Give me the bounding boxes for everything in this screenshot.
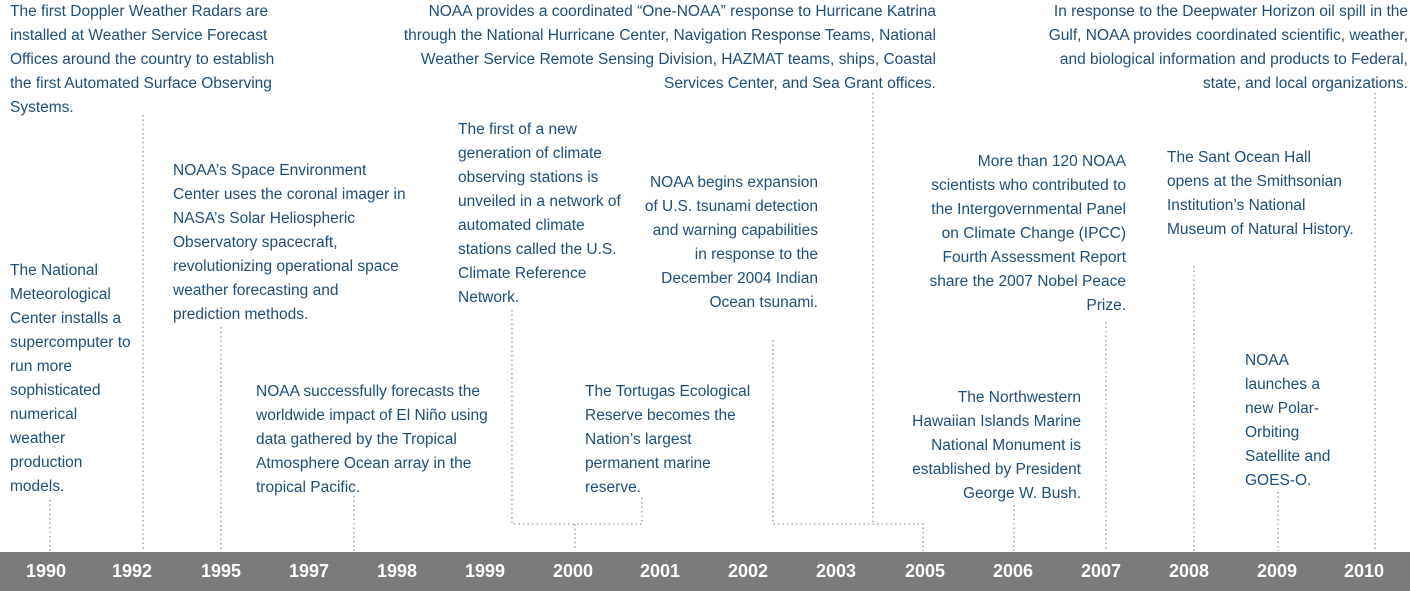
year-label: 2001 xyxy=(639,561,681,581)
event-1990: The National Meteorological Center installs a supercomputer to run more sophisticated numerical weather production models. xyxy=(10,262,131,495)
year-label: 1997 xyxy=(288,561,330,581)
event-2008: The Sant Ocean Hall opens at the Smithsonian Institution’s National Museum of Natural History. xyxy=(1167,149,1354,238)
year-label: 1990 xyxy=(25,561,67,581)
event-2004: NOAA begins expansion of U.S. tsunami detection and warning capabilities in response to the December 2004 Indian Ocean tsunami. xyxy=(644,174,818,311)
event-2010: In response to the Deepwater Horizon oil spill in the Gulf, NOAA provides coordinated scientific, weather, and biological information and products to Federal, state, and local organizations. xyxy=(1048,3,1408,92)
event-2006: The Northwestern Hawaiian Islands Marine National Monument is established by President George W. Bush. xyxy=(912,389,1081,502)
year-label: 1999 xyxy=(464,561,506,581)
year-label: 1995 xyxy=(200,561,242,581)
event-2005: NOAA provides a coordinated “One-NOAA” response to Hurricane Katrina through the National Hurricane Center, Navigation Response Teams, National Weather Service Remote Sensing Division, HAZMAT teams, ships, Coastal Services Center, and Sea Grant offices. xyxy=(403,3,936,92)
event-2001: The Tortugas Ecological Reserve becomes the Nation’s largest permanent marine reserve. xyxy=(585,383,751,496)
event-1995: NOAA’s Space Environment Center uses the coronal imager in NASA’s Solar Heliospheric Observatory spacecraft, revolutionizing operational space weather forecasting and prediction methods. xyxy=(173,162,406,323)
year-label: 2005 xyxy=(904,561,946,581)
year-label: 2003 xyxy=(815,561,857,581)
connector-1999-2001 xyxy=(512,310,642,551)
year-label: 2007 xyxy=(1080,561,1122,581)
connector-2004-2005 xyxy=(773,93,923,551)
year-label: 2008 xyxy=(1168,561,1210,581)
year-label: 1992 xyxy=(111,561,153,581)
year-label: 2010 xyxy=(1343,561,1385,581)
year-label: 2006 xyxy=(992,561,1034,581)
year-label: 2009 xyxy=(1256,561,1298,581)
event-1997: NOAA successfully forecasts the worldwide impact of El Niño using data gathered by the Tropical Atmosphere Ocean array in the tropical Pacific. xyxy=(256,383,488,496)
event-1992: The first Doppler Weather Radars are installed at Weather Service Forecast Offices around the country to establish the first Automated Surface Observing Systems. xyxy=(10,3,275,116)
year-axis-bar xyxy=(0,552,1410,591)
year-label: 2002 xyxy=(727,561,769,581)
event-2009: NOAA launches a new Polar-Orbiting Satellite and GOES-O. xyxy=(1245,352,1331,489)
event-2007: More than 120 NOAA scientists who contributed to the Intergovernmental Panel on Climate Change (IPCC) Fourth Assessment Report share the 2007 Nobel Peace Prize. xyxy=(929,153,1126,314)
year-label: 2000 xyxy=(552,561,594,581)
event-1999: The first of a new generation of climate observing stations is unveiled in a network of automated climate stations called the U.S. Climate Reference Network. xyxy=(458,121,621,306)
year-label: 1998 xyxy=(376,561,418,581)
